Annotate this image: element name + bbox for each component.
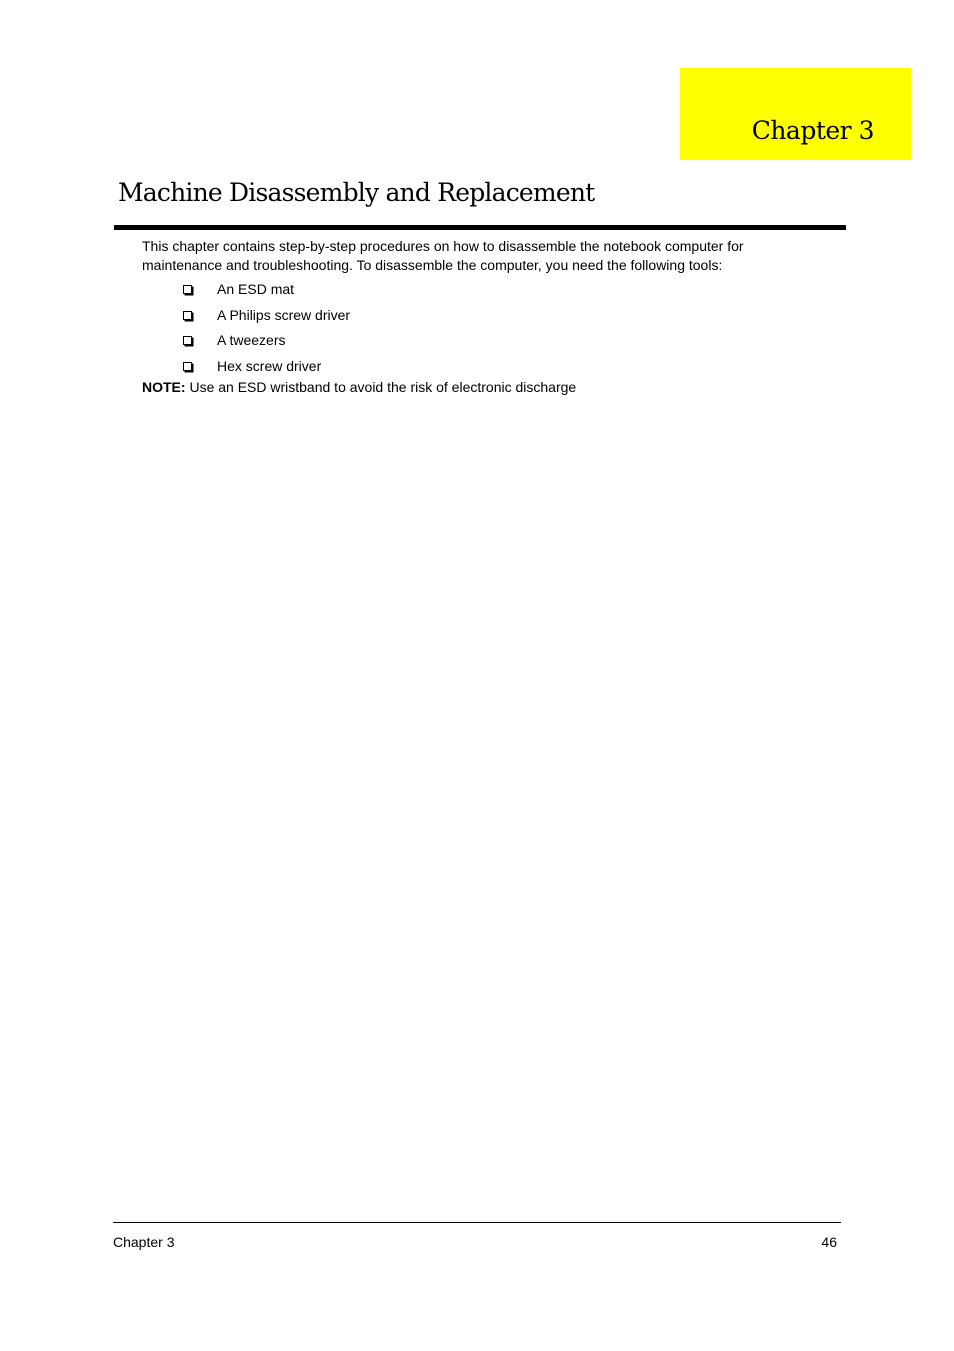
- page-title: Machine Disassembly and Replacement: [118, 178, 595, 207]
- intro-paragraph: This chapter contains step-by-step procedures on how to disassemble the notebook computer for maintenance and troubleshooting. To disassemble the computer, you need the following tools:: [142, 238, 744, 273]
- checkbox-icon: [183, 362, 192, 371]
- note-label: NOTE:: [142, 379, 186, 395]
- page-number: 46: [821, 1234, 837, 1250]
- chapter-tab: [680, 68, 911, 160]
- footer-divider: [113, 1222, 841, 1223]
- tool-label: Hex screw driver: [217, 358, 322, 375]
- checkbox-icon: [183, 311, 192, 320]
- title-divider: [114, 225, 846, 230]
- checkbox-icon: [183, 336, 192, 345]
- chapter-tab-label: Chapter 3: [751, 116, 874, 145]
- note-text: Use an ESD wristband to avoid the risk of electronic discharge: [189, 379, 577, 395]
- checkbox-icon: [183, 285, 192, 294]
- tool-label: An ESD mat: [217, 281, 295, 297]
- tool-label: A tweezers: [217, 332, 286, 349]
- note-paragraph: [142, 378, 576, 396]
- footer-chapter: Chapter 3: [113, 1234, 175, 1250]
- tool-label: A Philips screw driver: [217, 306, 351, 323]
